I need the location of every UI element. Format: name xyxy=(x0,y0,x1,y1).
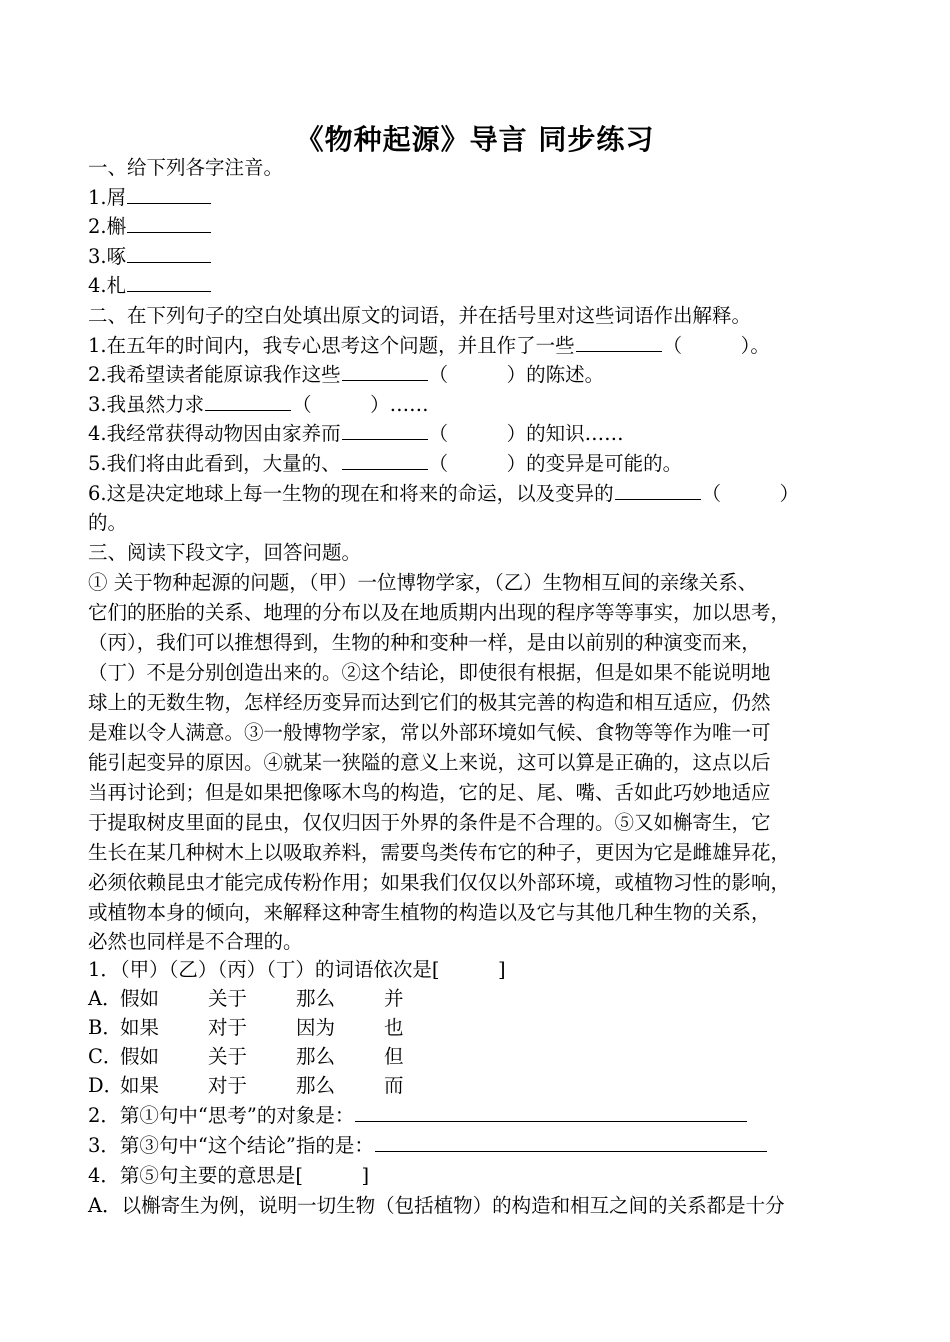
answer-line[interactable] xyxy=(355,1120,747,1122)
page-title: 《物种起源》导言 同步练习 xyxy=(295,123,655,156)
passage-line: ① 关于物种起源的问题，（甲）一位博物学家，（乙）生物相互间的亲缘关系、 xyxy=(88,571,758,594)
fill-question-6: 6.这是决定地球上每一生物的现在和将来的命运，以及变异的 （ ） xyxy=(88,482,800,505)
passage-line: 或植物本身的倾向，来解释这种寄生植物的构造以及它与其他几种生物的关系， xyxy=(88,901,771,924)
question-4-option-a[interactable]: A．以槲寄生为例，说明一切生物（包括植物）的构造和相互之间的关系都是十分 xyxy=(88,1194,785,1217)
section2-heading: 二、在下列句子的空白处填出原文的词语，并在括号里对这些词语作出解释。 xyxy=(88,304,752,327)
answer-blank[interactable] xyxy=(615,498,701,500)
answer-blank[interactable] xyxy=(127,231,211,233)
reading-question-1: 1．（甲）（乙）（丙）（丁）的词语依次是[ ] xyxy=(88,958,506,981)
pinyin-item-2: 2.槲 xyxy=(88,212,212,242)
passage-line: 当再讨论到；但是如果把像啄木鸟的构造，它的足、尾、嘴、舌如此巧妙地适应 xyxy=(88,781,771,804)
passage-line: 必须依赖昆虫才能完成传粉作用；如果我们仅仅以外部环境，或植物习性的影响， xyxy=(88,871,791,894)
section3-heading: 三、阅读下段文字，回答问题。 xyxy=(88,541,362,564)
fill-question-5: 5.我们将由此看到，大量的、 （ ）的变异是可能的。 xyxy=(88,452,683,475)
answer-blank[interactable] xyxy=(127,290,211,292)
passage-line: 是难以令人满意。③一般博物学家，常以外部环境如气候、食物等等作为唯一可 xyxy=(88,721,771,744)
answer-blank[interactable] xyxy=(342,468,428,470)
reading-question-4: 4．第⑤句主要的意思是[ ] xyxy=(88,1164,370,1187)
option-a[interactable]: A．假如 关于 那么 并 xyxy=(88,987,404,1010)
pinyin-item-3: 3.啄 xyxy=(88,242,212,272)
option-c[interactable]: C．假如 关于 那么 但 xyxy=(88,1045,404,1068)
reading-question-3: 3．第③句中“这个结论”指的是： xyxy=(88,1131,768,1161)
passage-line: （丙），我们可以推想得到，生物的种和变种一样，是由以前别的种演变而来， xyxy=(88,631,761,654)
passage-line: （丁）不是分别创造出来的。②这个结论，即使很有根据，但是如果不能说明地 xyxy=(88,661,771,684)
passage-line: 生长在某几种树木上以吸取养料，需要鸟类传布它的种子，更因为它是雌雄异花， xyxy=(88,841,791,864)
passage-line: 于提取树皮里面的昆虫，仅仅归因于外界的条件是不合理的。⑤又如槲寄生，它 xyxy=(88,811,771,834)
fill-question-3: 3.我虽然力求 （ ）…… xyxy=(88,393,429,416)
reading-question-2: 2．第①句中“思考”的对象是： xyxy=(88,1101,748,1131)
passage-line: 能引起变异的原因。④就某一狭隘的意义上来说，这可以算是正确的，这点以后 xyxy=(88,751,771,774)
answer-blank[interactable] xyxy=(342,379,428,381)
option-d[interactable]: D．如果 对于 那么 而 xyxy=(88,1074,404,1097)
option-b[interactable]: B．如果 对于 因为 也 xyxy=(88,1016,404,1039)
answer-line[interactable] xyxy=(375,1150,767,1152)
fill-question-1: 1.在五年的时间内，我专心思考这个问题，并且作了一些 （ ）。 xyxy=(88,334,770,357)
answer-blank[interactable] xyxy=(127,202,211,204)
fill-question-2: 2.我希望读者能原谅我作这些 （ ）的陈述。 xyxy=(88,363,605,386)
pinyin-item-1: 1.屑 xyxy=(88,183,212,213)
answer-blank[interactable] xyxy=(205,409,291,411)
answer-blank[interactable] xyxy=(127,261,211,263)
pinyin-item-4: 4.札 xyxy=(88,271,212,301)
section1-heading: 一、给下列各字注音。 xyxy=(88,156,284,179)
passage-line: 球上的无数生物，怎样经历变异而达到它们的极其完善的构造和相互适应，仍然 xyxy=(88,691,771,714)
passage-line: 必然也同样是不合理的。 xyxy=(88,930,303,953)
fill-question-4: 4.我经常获得动物因由家养而 （ ）的知识…… xyxy=(88,422,624,445)
passage-line: 它们的胚胎的关系、地理的分布以及在地质期内出现的程序等等事实，加以思考， xyxy=(88,601,791,624)
answer-blank[interactable] xyxy=(342,438,428,440)
answer-blank[interactable] xyxy=(576,350,662,352)
fill-question-6-cont: 的。 xyxy=(88,511,128,534)
